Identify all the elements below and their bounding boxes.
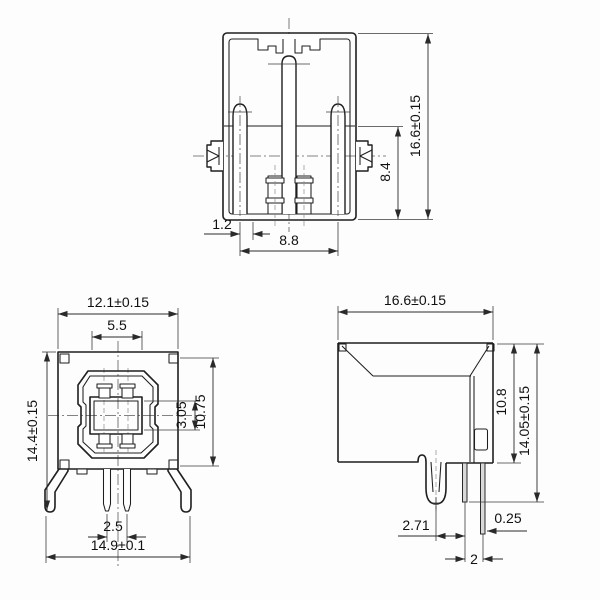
dim-front-window-height: 3.05 — [173, 401, 189, 429]
dim-top-overall-height: 16.6±0.15 — [407, 94, 423, 158]
dim-front-tongue-width: 5.5 — [107, 317, 127, 333]
dim-side-pin-thickness: 0.25 — [494, 510, 522, 526]
front-pin-left — [104, 469, 111, 511]
dim-front-overall-height: 14.4±0.15 — [24, 399, 40, 463]
dim-top-shell-height: 8.4 — [377, 162, 393, 182]
dim-side-overall-height: 14.05±0.15 — [516, 386, 532, 456]
bottom-tab-right — [147, 469, 157, 474]
left-mounting-tab — [207, 141, 223, 171]
dim-top-pin-pitch: 8.8 — [279, 232, 299, 248]
side-pin-long — [481, 463, 486, 534]
dim-front-pin-pitch: 2.5 — [103, 518, 123, 534]
dim-front-shell-height: 10.75 — [192, 394, 208, 430]
dim-side-lock-to-pin: 2.71 — [402, 517, 430, 533]
dim-side-overall-width: 16.6±0.15 — [383, 292, 447, 308]
dim-front-overall-width: 12.1±0.15 — [86, 294, 150, 310]
dim-top-pin-offset: 1.2 — [212, 216, 232, 232]
side-pin-short — [463, 463, 468, 502]
bottom-tab-left — [77, 469, 87, 474]
dim-side-pin-pitch: 2 — [470, 551, 478, 567]
dim-front-leg-span: 14.9±0.1 — [90, 537, 146, 553]
dim-side-body-height: 10.8 — [493, 388, 509, 416]
front-pin-right — [124, 469, 131, 511]
center-ground-pin — [282, 56, 296, 214]
right-mounting-tab — [356, 141, 372, 171]
top-notch — [256, 37, 322, 55]
